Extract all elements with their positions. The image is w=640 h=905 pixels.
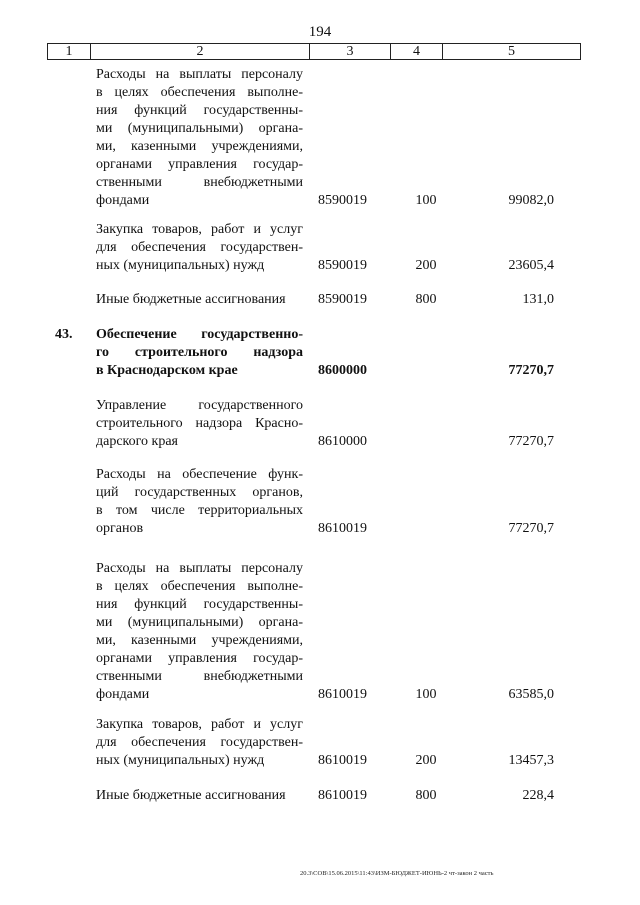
expense-type-code: 200 [415,753,437,768]
description-line: ных (муниципальных) нужд [96,753,265,768]
row-description [96,560,303,704]
description-line: органов [96,521,144,536]
amount-value: 99082,0 [508,193,554,208]
classification-code: 8600000 [318,363,367,378]
description-line: Иные бюджетные ассигнования [96,292,286,307]
classification-code: 8610019 [318,521,367,536]
classification-code: 8590019 [318,292,367,307]
row-description [96,221,303,275]
page-number: 194 [308,24,332,40]
amount-value: 77270,7 [508,363,554,378]
description-line: фондами [96,687,150,702]
description-line: Расходы на обеспечение функ- [96,467,303,482]
column-header-5: 5 [443,44,581,60]
amount-value: 13457,3 [508,753,554,768]
description-line: Обеспечение государственно- [96,327,303,342]
description-line: ния функций государственны- [96,103,303,118]
classification-code: 8610019 [318,788,367,803]
description-line: Расходы на выплаты персоналу [96,561,303,576]
description-line: в целях обеспечения выполне- [96,579,303,594]
column-header-table [47,43,581,60]
description-line: ных (муниципальных) нужд [96,258,265,273]
row-number: 43. [55,327,73,342]
description-line: для обеспечения государствен- [96,240,303,255]
classification-code: 8610019 [318,753,367,768]
description-line: ций государственных органов, [96,485,303,500]
description-line: ния функций государственны- [96,597,303,612]
description-line: Закупка товаров, работ и услуг [96,717,303,732]
description-line: ственными внебюджетными [96,175,303,190]
description-line: в целях обеспечения выполне- [96,85,303,100]
amount-value: 23605,4 [508,258,554,273]
row-description [96,66,303,210]
description-line: ми (муниципальными) органа- [96,615,303,630]
classification-code: 8610000 [318,434,367,449]
expense-type-code: 800 [415,788,437,803]
column-header-3: 3 [310,44,391,60]
description-line: в Краснодарском крае [96,363,238,378]
amount-value: 77270,7 [508,521,554,536]
expense-type-code: 800 [415,292,437,307]
amount-value: 77270,7 [508,434,554,449]
amount-value: 131,0 [522,292,554,307]
classification-code: 8590019 [318,258,367,273]
expense-type-code: 100 [415,193,437,208]
column-header-2: 2 [91,44,310,60]
expense-type-code: 100 [415,687,437,702]
description-line: органами управления государ- [96,157,303,172]
description-line: ми, казенными учреждениями, [96,139,303,154]
description-line: в том числе территориальных [96,503,303,518]
row-description [96,326,303,380]
description-line: ми (муниципальными) органа- [96,121,303,136]
description-line: Иные бюджетные ассигнования [96,788,286,803]
description-line: для обеспечения государствен- [96,735,303,750]
classification-code: 8590019 [318,193,367,208]
amount-value: 63585,0 [508,687,554,702]
column-header-1: 1 [48,44,91,60]
row-description [96,716,303,770]
classification-code: 8610019 [318,687,367,702]
row-description [96,466,303,538]
amount-value: 228,4 [522,788,554,803]
description-line: органами управления государ- [96,651,303,666]
description-line: строительного надзора Красно- [96,416,303,431]
expense-type-code: 200 [415,258,437,273]
description-line: го строительного надзора [96,345,303,360]
description-line: Расходы на выплаты персоналу [96,67,303,82]
description-line: дарского края [96,434,178,449]
row-description [96,291,303,309]
description-line: Закупка товаров, работ и услуг [96,222,303,237]
row-description [96,787,303,805]
description-line: фондами [96,193,150,208]
row-description [96,397,303,451]
column-header-4: 4 [391,44,443,60]
footer-file-path: 20.3\СОВ\15.06.2015\11:43\ИЗМ-БЮДЖЕТ-ИЮНЬ-2 чт-закон 2 часть [300,870,494,877]
description-line: ми, казенными учреждениями, [96,633,303,648]
description-line: ственными внебюджетными [96,669,303,684]
description-line: Управление государственного [96,398,303,413]
